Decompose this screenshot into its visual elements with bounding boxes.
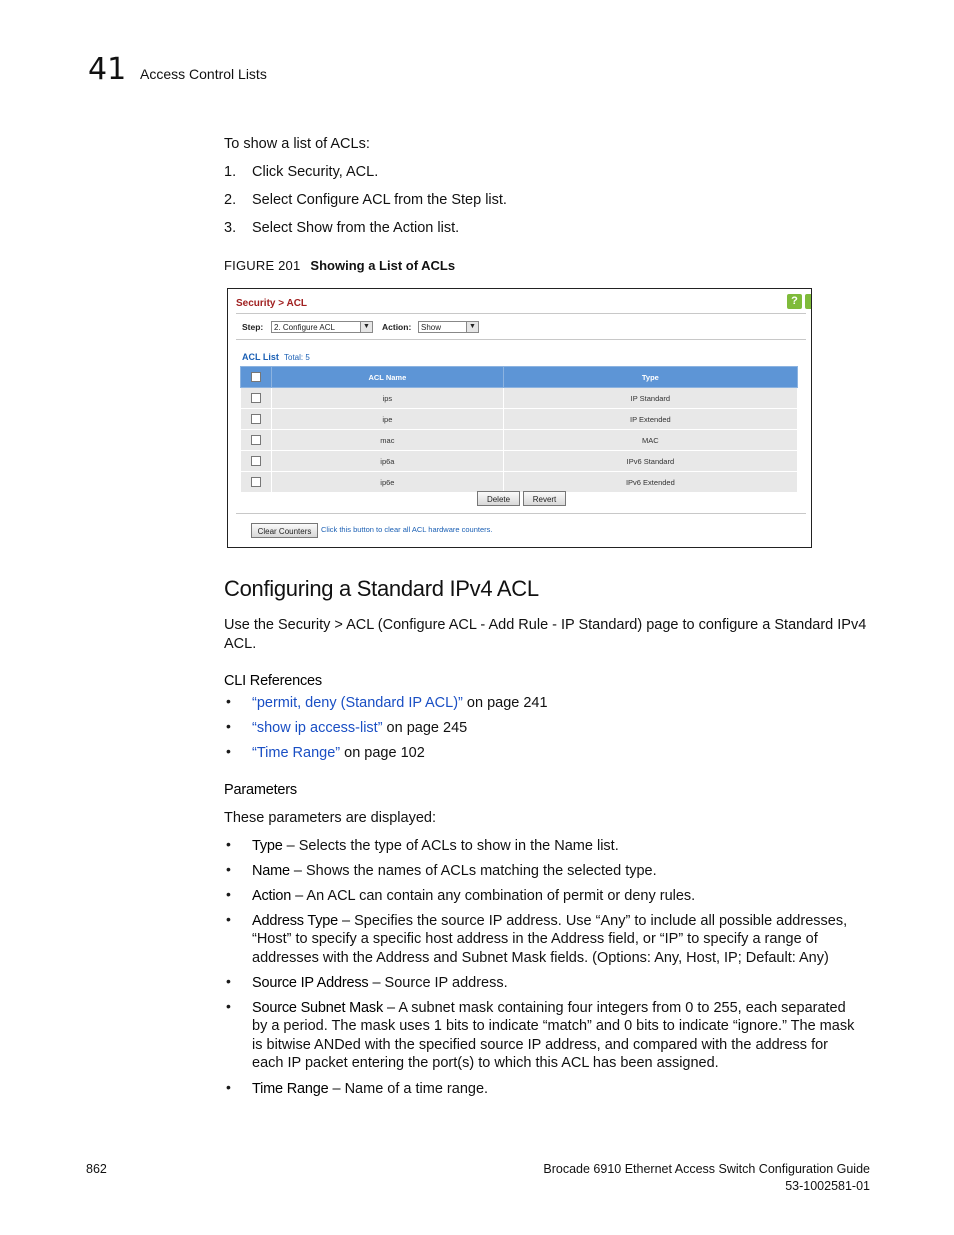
acl-name-cell: ipe bbox=[272, 409, 504, 430]
parameters-lead: These parameters are displayed: bbox=[224, 810, 436, 826]
row-checkbox-cell bbox=[241, 472, 272, 493]
section-description bbox=[224, 616, 874, 653]
description-line: Use the Security > ACL (Configure ACL - Add Rule - IP Standard) page to configure a Standard IPv4 bbox=[224, 617, 867, 633]
step-item bbox=[224, 163, 378, 181]
parameter-item bbox=[252, 887, 872, 905]
acl-list-total: Total: 5 bbox=[284, 353, 310, 362]
acl-name-cell: ips bbox=[272, 388, 504, 409]
cli-reference-page: on page 245 bbox=[382, 720, 468, 736]
parameter-desc: each IP packet entering the port(s) to which this ACL has been assigned. bbox=[252, 1054, 719, 1071]
revert-button[interactable]: Revert bbox=[523, 491, 566, 506]
parameter-desc: “Host” to specify a specific host address in the Address field, or “IP” to specify a range of bbox=[252, 931, 818, 948]
table-row bbox=[241, 430, 798, 451]
action-select[interactable] bbox=[418, 321, 479, 333]
cli-reference-page: on page 102 bbox=[340, 745, 425, 761]
parameter-term: Name bbox=[252, 863, 290, 879]
parameter-desc: – Selects the type of ACLs to show in the Name list. bbox=[286, 838, 619, 854]
figure-title: Showing a List of ACLs bbox=[310, 258, 456, 273]
cli-reference-item bbox=[252, 744, 872, 762]
select-all-cell bbox=[241, 367, 272, 388]
parameter-term: Action bbox=[252, 888, 292, 904]
parameter-desc: is bitwise ANDed with the specified source IP address, and compared with the address for bbox=[252, 1036, 828, 1053]
parameter-term: Address Type bbox=[252, 913, 338, 929]
step-text: Click Security, ACL. bbox=[252, 164, 379, 180]
acl-list-title: ACL List bbox=[242, 352, 279, 362]
bullet-icon: • bbox=[226, 911, 231, 927]
cli-reference-link[interactable]: “permit, deny (Standard IP ACL)” bbox=[252, 695, 463, 711]
parameter-term: Type bbox=[252, 838, 283, 854]
step-item bbox=[224, 219, 459, 237]
step-number: 1. bbox=[224, 164, 237, 180]
step-text: Select Configure ACL from the Step list. bbox=[252, 192, 507, 208]
cli-references-heading: CLI References bbox=[224, 673, 322, 689]
action-label: Action: bbox=[382, 322, 412, 332]
chapter-number: 41 bbox=[88, 52, 127, 87]
parameter-item bbox=[252, 862, 872, 880]
parameter-item bbox=[252, 912, 872, 967]
step-label: Step: bbox=[242, 322, 264, 332]
table-row bbox=[241, 409, 798, 430]
acl-type-cell: MAC bbox=[503, 430, 797, 451]
bullet-icon: • bbox=[226, 718, 231, 734]
acl-type-cell: IP Extended bbox=[503, 409, 797, 430]
clear-counters-note: Click this button to clear all ACL hardware counters. bbox=[321, 525, 493, 534]
parameters-heading: Parameters bbox=[224, 782, 297, 798]
column-header-type[interactable]: Type bbox=[503, 367, 797, 388]
parameter-desc: addresses with the Address and Subnet Mask fields. (Options: Any, Host, IP; Default: Any) bbox=[252, 949, 829, 966]
row-checkbox[interactable] bbox=[251, 414, 261, 424]
parameter-desc: – Source IP address. bbox=[372, 975, 508, 991]
acl-type-cell: IP Standard bbox=[503, 388, 797, 409]
description-line: ACL. bbox=[224, 636, 257, 652]
breadcrumb[interactable]: Security > ACL bbox=[236, 298, 308, 309]
row-checkbox[interactable] bbox=[251, 435, 261, 445]
step-text: Select Show from the Action list. bbox=[252, 220, 460, 236]
figure-label: FIGURE 201 bbox=[224, 258, 301, 273]
row-checkbox[interactable] bbox=[251, 393, 261, 403]
parameter-desc: – Specifies the source IP address. Use “Any” to include all possible addresses, bbox=[342, 913, 848, 929]
parameter-term: Time Range bbox=[252, 1081, 329, 1097]
divider bbox=[236, 513, 806, 514]
divider bbox=[236, 313, 806, 314]
bullet-icon: • bbox=[226, 743, 231, 759]
bullet-icon: • bbox=[226, 886, 231, 902]
chapter-title: Access Control Lists bbox=[140, 66, 267, 82]
bullet-icon: • bbox=[226, 861, 231, 877]
acl-name-cell: ip6a bbox=[272, 451, 504, 472]
figure-screenshot bbox=[227, 288, 812, 548]
step-item bbox=[224, 191, 507, 209]
parameter-item bbox=[252, 837, 872, 855]
help-icon-secondary[interactable] bbox=[805, 294, 812, 309]
parameter-term: Source Subnet Mask bbox=[252, 1000, 383, 1016]
step-select-value: 2. Configure ACL bbox=[274, 323, 335, 332]
row-checkbox-cell bbox=[241, 409, 272, 430]
parameter-desc: – Name of a time range. bbox=[332, 1081, 489, 1097]
parameter-item bbox=[252, 999, 872, 1072]
acl-type-cell: IPv6 Standard bbox=[503, 451, 797, 472]
help-icon[interactable]: ? bbox=[787, 294, 802, 309]
parameter-desc: – An ACL can contain any combination of permit or deny rules. bbox=[295, 888, 696, 904]
acl-name-cell: ip6e bbox=[272, 472, 504, 493]
column-header-acl-name[interactable]: ACL Name bbox=[272, 367, 504, 388]
table-row bbox=[241, 472, 798, 493]
select-all-checkbox[interactable] bbox=[251, 372, 261, 382]
bullet-icon: • bbox=[226, 693, 231, 709]
acl-type-cell: IPv6 Extended bbox=[503, 472, 797, 493]
step-number: 2. bbox=[224, 192, 237, 208]
row-checkbox-cell bbox=[241, 451, 272, 472]
row-checkbox-cell bbox=[241, 430, 272, 451]
delete-button[interactable]: Delete bbox=[477, 491, 520, 506]
cli-reference-item bbox=[252, 719, 872, 737]
cli-reference-item bbox=[252, 694, 872, 712]
section-title: Configuring a Standard IPv4 ACL bbox=[224, 576, 539, 601]
chevron-down-icon: ▼ bbox=[466, 322, 478, 332]
intro-lead: To show a list of ACLs: bbox=[224, 136, 370, 152]
parameter-item bbox=[252, 1080, 872, 1098]
bullet-icon: • bbox=[226, 973, 231, 989]
row-checkbox[interactable] bbox=[251, 477, 261, 487]
guide-title: Brocade 6910 Ethernet Access Switch Configuration Guide bbox=[543, 1162, 870, 1176]
row-checkbox-cell bbox=[241, 388, 272, 409]
parameter-desc: – Shows the names of ACLs matching the selected type. bbox=[293, 863, 657, 879]
divider bbox=[236, 339, 806, 340]
chevron-down-icon: ▼ bbox=[360, 322, 372, 332]
cli-reference-link[interactable]: “show ip access-list” bbox=[252, 720, 383, 736]
table-row bbox=[241, 388, 798, 409]
bullet-icon: • bbox=[226, 836, 231, 852]
action-select-value: Show bbox=[421, 323, 442, 332]
parameter-term: Source IP Address bbox=[252, 975, 369, 991]
acl-table bbox=[240, 366, 798, 493]
bullet-icon: • bbox=[226, 1079, 231, 1095]
parameter-desc: – A subnet mask containing four integers from 0 to 255, each separated bbox=[387, 1000, 846, 1016]
figure-caption bbox=[224, 258, 455, 273]
cli-reference-link[interactable]: “Time Range” bbox=[252, 745, 341, 761]
table-header-row bbox=[241, 367, 798, 388]
acl-name-cell: mac bbox=[272, 430, 504, 451]
doc-number: 53-1002581-01 bbox=[785, 1179, 870, 1193]
row-checkbox[interactable] bbox=[251, 456, 261, 466]
step-number: 3. bbox=[224, 220, 237, 236]
parameter-desc: by a period. The mask uses 1 bits to indicate “match” and 0 bits to indicate “ignore.” The mask bbox=[252, 1018, 855, 1035]
clear-counters-button[interactable]: Clear Counters bbox=[251, 523, 318, 538]
parameter-item bbox=[252, 974, 872, 992]
table-row bbox=[241, 451, 798, 472]
page-number: 862 bbox=[86, 1162, 107, 1176]
cli-reference-page: on page 241 bbox=[462, 695, 548, 711]
bullet-icon: • bbox=[226, 998, 231, 1014]
step-select[interactable] bbox=[271, 321, 373, 333]
